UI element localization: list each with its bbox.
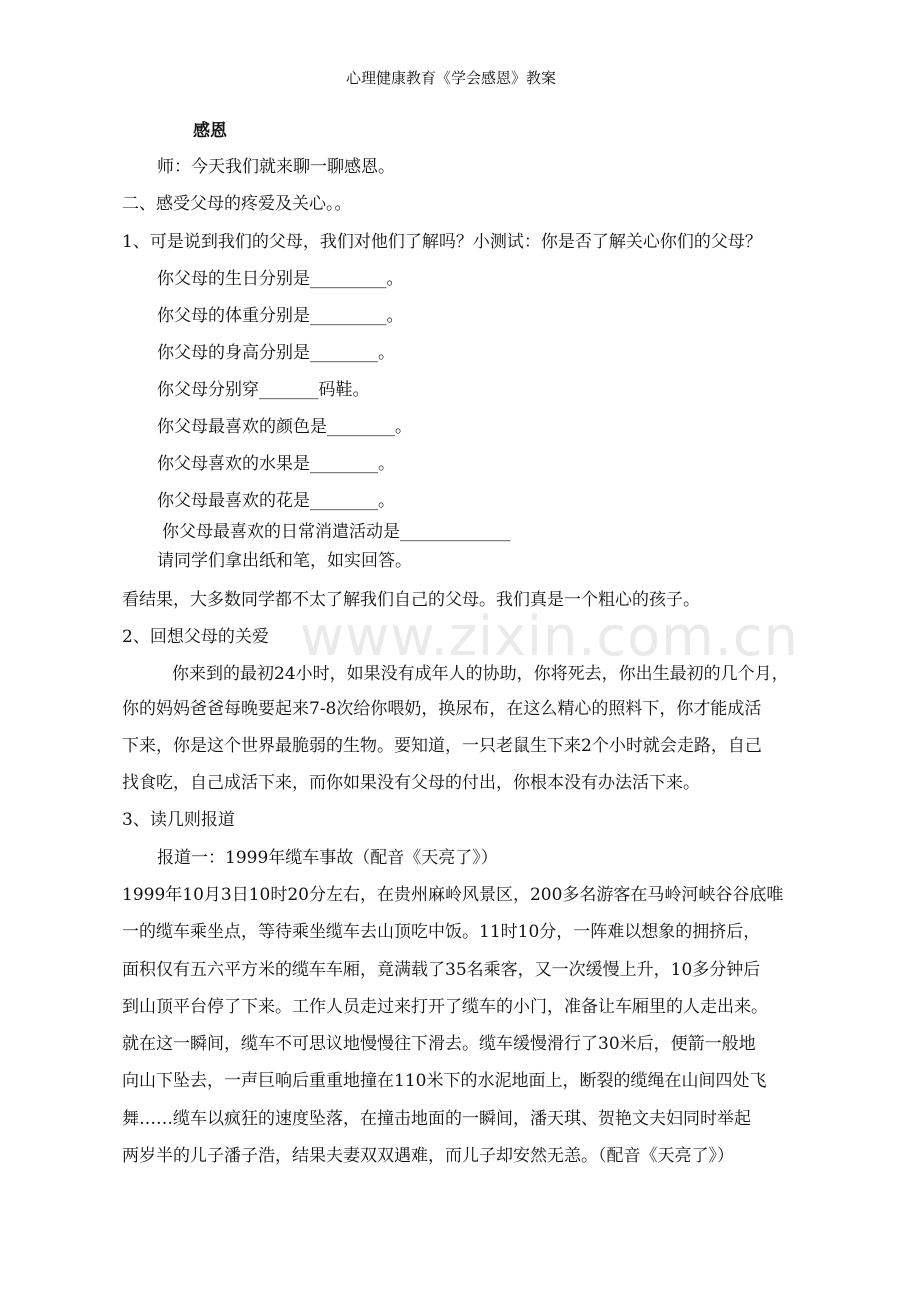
paragraph-line: 两岁半的儿子潘子浩，结果夫妻双双遇难，而儿子却安然无恙。（配音《天亮了》）	[122, 1146, 734, 1166]
quiz-line: 你父母最喜欢的颜色是________。	[157, 417, 412, 437]
paragraph-line: 你的妈妈爸爸每晚要起来7-8次给你喂奶，换尿布，在这么精心的照料下，你才能成活	[122, 699, 762, 719]
text-line: 3、读几则报道	[122, 810, 235, 830]
quiz-line: 你父母的生日分别是_________。	[157, 269, 404, 289]
section-title: 感恩	[193, 121, 227, 141]
paragraph-line: 下来，你是这个世界最脆弱的生物。要知道，一只老鼠生下来2个小时就会走路，自己	[122, 736, 762, 756]
paragraph-line: 1999年10月3日10时20分左右，在贵州麻岭风景区，200多名游客在马岭河峡谷谷底唯	[122, 885, 784, 905]
text-line: 二、感受父母的疼爱及关心。。	[122, 194, 352, 214]
paragraph-line: 舞……缆车以疯狂的速度坠落，在撞击地面的一瞬间，潘天琪、贺艳文夫妇同时举起	[122, 1109, 751, 1129]
text-line: 看结果，大多数同学都不太了解我们自己的父母。我们真是一个粗心的孩子。	[122, 590, 700, 610]
text-line: 报道一：1999年缆车事故（配音《天亮了》）	[157, 848, 498, 868]
watermark: www.zixin.com.cn	[300, 605, 799, 668]
quiz-line: 你父母分别穿_______码鞋。	[157, 380, 370, 400]
page-header: 心理健康教育《学会感恩》教案	[346, 69, 557, 87]
quiz-line: 你父母最喜欢的日常消遣活动是_____________	[162, 522, 511, 542]
text-line: 请同学们拿出纸和笔，如实回答。	[157, 551, 412, 571]
paragraph-line: 就在这一瞬间，缆车不可思议地慢慢往下滑去。缆车缓慢滑行了30米后，便箭一般地	[122, 1034, 756, 1054]
paragraph-line: 一的缆车乘坐点，等待乘坐缆车去山顶吃中饭。11时10分，一阵难以想象的拥挤后，	[122, 922, 761, 942]
text-line: 1、可是说到我们的父母，我们对他们了解吗？小测试：你是否了解关心你们的父母？	[122, 232, 762, 252]
paragraph-line: 向山下坠去，一声巨响后重重地撞在110米下的水泥地面上，断裂的缆绳在山间四处飞	[122, 1071, 767, 1091]
paragraph-line: 你来到的最初24小时，如果没有成年人的协助，你将死去，你出生最初的几个月，	[172, 664, 789, 684]
text-line: 师：今天我们就来聊一聊感恩。	[157, 157, 395, 177]
quiz-line: 你父母的体重分别是_________。	[157, 306, 404, 326]
paragraph-line: 找食吃，自己成活下来，而你如果没有父母的付出，你根本没有办法活下来。	[122, 773, 700, 793]
quiz-line: 你父母的身高分别是________。	[157, 343, 395, 363]
text-line: 2、回想父母的关爱	[122, 627, 269, 647]
paragraph-line: 面积仅有五六平方米的缆车车厢，竟满载了35名乘客，又一次缓慢上升，10多分钟后	[122, 960, 761, 980]
quiz-line: 你父母最喜欢的花是________。	[157, 491, 395, 511]
quiz-line: 你父母喜欢的水果是________。	[157, 454, 395, 474]
paragraph-line: 到山顶平台停了下来。工作人员走过来打开了缆车的小门，准备让车厢里的人走出来。	[122, 997, 768, 1017]
